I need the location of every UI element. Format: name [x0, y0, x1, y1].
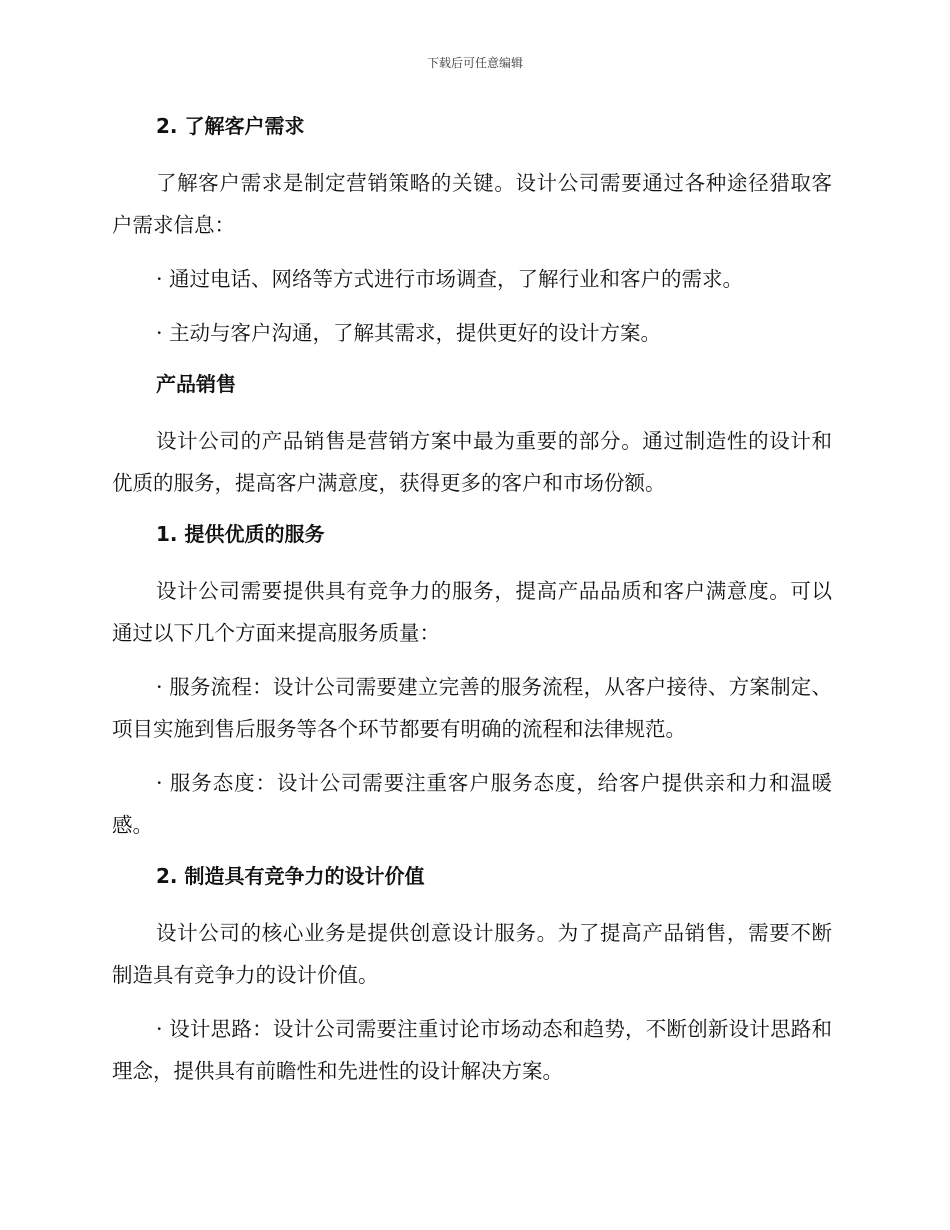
section-heading-product-sales: 产品销售	[156, 372, 236, 396]
bullet-item: · 通过电话、网络等方式进行市场调查，了解行业和客户的需求。	[156, 267, 744, 291]
bullet-item: · 设计思路：设计公司需要注重讨论市场动态和趋势，不断创新设计思路和理念，提供具有前瞻性和先进性的设计解决方案。	[112, 1017, 832, 1083]
bullet-item: · 服务流程：设计公司需要建立完善的服务流程，从客户接待、方案制定、项目实施到售后服务等各个环节都要有明确的流程和法律规范。	[112, 675, 832, 741]
section-heading-design-value: 2. 制造具有竞争力的设计价值	[156, 864, 425, 888]
paragraph: 了解客户需求是制定营销策略的关键。设计公司需要通过各种途径猎取客户需求信息：	[112, 171, 832, 237]
bullet-item: · 服务态度：设计公司需要注重客户服务态度，给客户提供亲和力和温暖感。	[112, 771, 832, 837]
paragraph: 设计公司需要提供具有竞争力的服务，提高产品品质和客户满意度。可以通过以下几个方面来提高服务质量：	[112, 579, 832, 645]
document-body	[112, 108, 832, 1104]
section-heading-understand-needs: 2. 了解客户需求	[156, 114, 305, 138]
bullet-item: · 主动与客户沟通，了解其需求，提供更好的设计方案。	[156, 321, 662, 345]
section-heading-quality-service: 1. 提供优质的服务	[156, 522, 325, 546]
page-header: 下载后可任意编辑	[426, 56, 523, 70]
paragraph: 设计公司的产品销售是营销方案中最为重要的部分。通过制造性的设计和优质的服务，提高客户满意度，获得更多的客户和市场份额。	[112, 429, 832, 495]
paragraph: 设计公司的核心业务是提供创意设计服务。为了提高产品销售，需要不断制造具有竞争力的设计价值。	[112, 921, 832, 987]
